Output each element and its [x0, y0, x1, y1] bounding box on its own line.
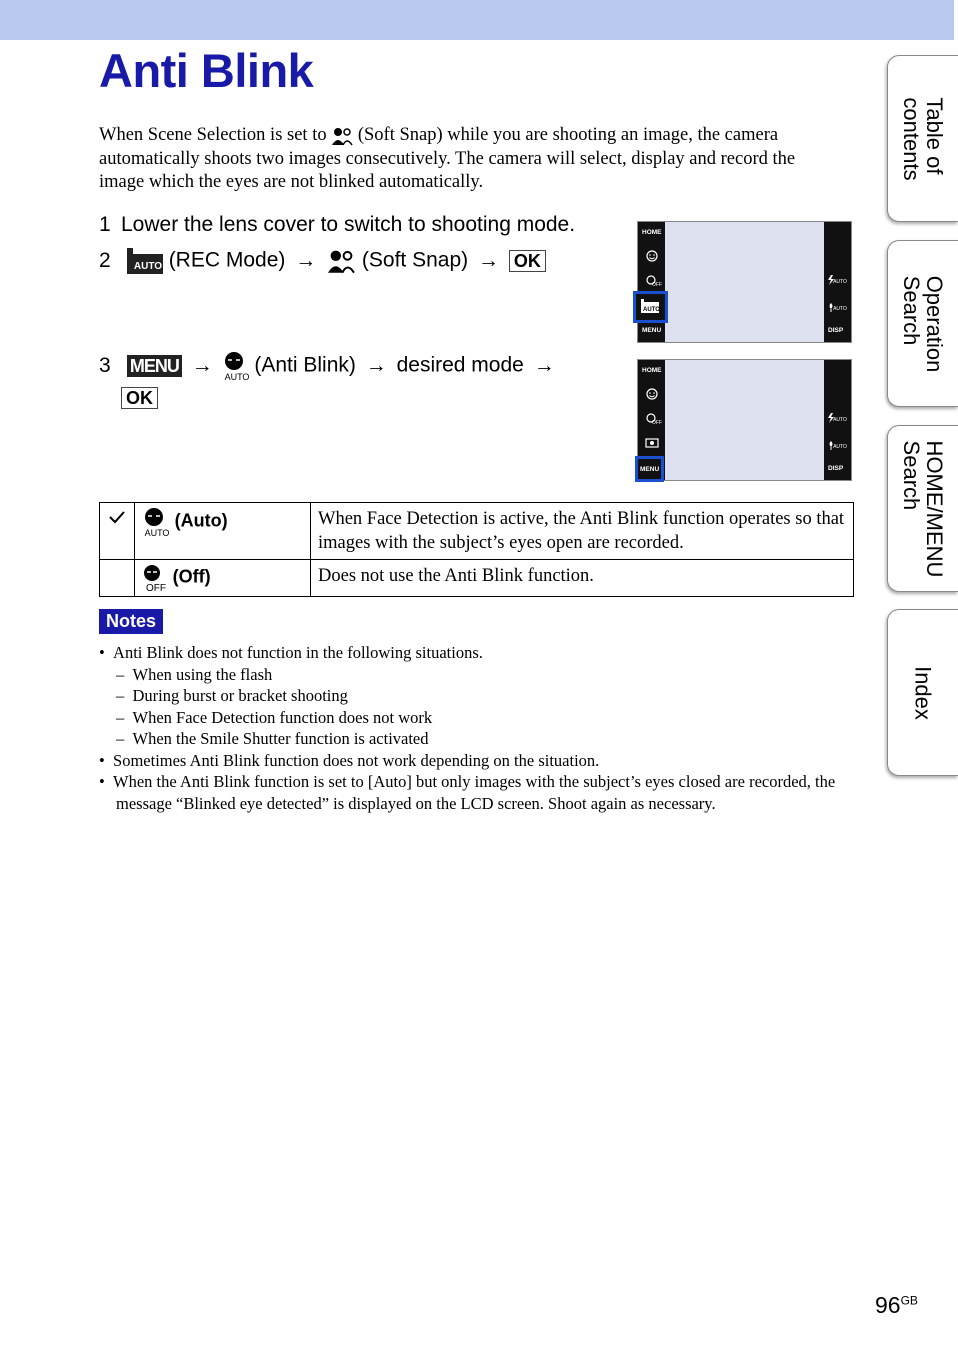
tab-table-of-contents[interactable] [887, 55, 958, 222]
self-timer-off-icon [646, 413, 660, 425]
intro-text-2: (Soft Snap) while you are shooting an image, the camera automatically shoots two images consecutively. The camera will select, display and record the image which the eyes are not blinked automatically. [99, 125, 796, 192]
menu-button-icon: MENU [127, 355, 182, 377]
arrow-icon: → [191, 353, 213, 377]
soft-snap-label: (Soft Snap) [361, 248, 469, 272]
list-item: – When the Smile Shutter function is activated [116, 729, 429, 748]
list-item: • Anti Blink does not function in the following situations. [99, 643, 483, 662]
soft-snap-icon [331, 126, 353, 146]
arrow-icon: → [533, 353, 555, 377]
list-item: – During burst or bracket shooting [116, 686, 348, 705]
step-1 [99, 213, 575, 237]
intro-text-1: When Scene Selection is set to [99, 125, 332, 145]
svg-text:AUTO: AUTO [224, 372, 249, 382]
step-number: 1 [99, 213, 111, 236]
mode-label: (Auto) [174, 510, 228, 531]
lcd-screen-menu [637, 359, 852, 481]
intro-paragraph [99, 124, 844, 195]
svg-text:AUTO: AUTO [133, 261, 162, 272]
checkmark-icon [109, 510, 125, 524]
tab-index[interactable] [887, 609, 958, 776]
ok-button-icon: OK [509, 250, 546, 272]
smile-icon [646, 388, 658, 400]
mode-table [99, 502, 854, 597]
svg-text:AUTO: AUTO [833, 306, 847, 312]
tab-label: Index [910, 665, 936, 720]
desired-mode-label: desired mode [396, 353, 524, 377]
self-timer-off-icon [646, 275, 660, 287]
tab-label: Operation Search [899, 275, 947, 372]
page-number-suffix: GB [900, 1293, 918, 1308]
anti-blink-off-icon [142, 564, 168, 592]
list-item: • Sometimes Anti Blink function does not work depending on the situation. [99, 750, 600, 770]
svg-text:AUTO: AUTO [833, 417, 847, 423]
anti-blink-auto-icon [142, 507, 170, 537]
step-3 [99, 351, 559, 381]
svg-text:AUTO: AUTO [833, 279, 847, 285]
lcd-menu-label: MENU [640, 466, 660, 473]
step-2 [99, 248, 546, 274]
notes-list [99, 642, 859, 814]
menu-highlight [635, 456, 664, 482]
default-cell [100, 503, 135, 560]
svg-text:AUTO: AUTO [144, 528, 170, 538]
smile-icon [646, 250, 658, 262]
step-number: 2 [99, 248, 111, 272]
camera-icon [646, 437, 658, 447]
header-bar [0, 0, 954, 40]
rec-mode-label: (REC Mode) [168, 248, 286, 272]
svg-text:OFF: OFF [146, 583, 166, 594]
anti-blink-label: (Anti Blink) [254, 353, 356, 377]
mode-cell [135, 560, 311, 597]
table-row [100, 560, 854, 597]
rec-mode-icon [127, 248, 163, 274]
rec-mode-icon [641, 299, 659, 313]
mode-description: Does not use the Anti Blink function. [311, 560, 854, 597]
svg-text:OFF: OFF [652, 282, 662, 288]
step-3-continued [99, 386, 158, 410]
page-number-value: 96 [875, 1292, 901, 1318]
flash-auto-icon [828, 275, 846, 285]
tab-label: HOME/MENU Search [899, 440, 947, 577]
svg-text:OFF: OFF [652, 420, 662, 426]
svg-text:AUTO: AUTO [643, 307, 660, 313]
lcd-home-label: HOME [642, 229, 662, 236]
arrow-icon: → [295, 248, 317, 272]
rec-mode-highlight [633, 291, 668, 323]
lcd-home-label: HOME [642, 367, 662, 374]
macro-auto-icon [828, 302, 846, 312]
table-row [100, 503, 854, 560]
step-text: Lower the lens cover to switch to shooting mode. [121, 213, 576, 236]
arrow-icon: → [365, 353, 387, 377]
ok-button-icon: OK [121, 387, 158, 409]
page-title: Anti Blink [99, 44, 314, 97]
list-item: – When Face Detection function does not work [116, 707, 433, 727]
notes-heading: Notes [99, 609, 163, 634]
tab-operation-search[interactable] [887, 240, 958, 407]
lcd-menu-label: MENU [642, 327, 662, 334]
tab-home-menu-search[interactable] [887, 425, 958, 592]
flash-auto-icon [828, 413, 846, 423]
lcd-disp-label: DISP [828, 465, 844, 472]
mode-label: (Off) [172, 566, 211, 587]
svg-text:AUTO: AUTO [833, 444, 847, 450]
default-cell [100, 560, 135, 597]
lcd-disp-label: DISP [828, 327, 844, 334]
list-item: – When using the flash [116, 664, 273, 684]
mode-description: When Face Detection is active, the Anti Blink function operates so that images with the subject’s eyes open are recorded. [311, 503, 854, 560]
page-number [875, 1292, 918, 1319]
step-number: 3 [99, 353, 111, 377]
lcd-screen-rec-mode [637, 221, 852, 343]
arrow-icon: → [478, 248, 499, 272]
list-item: • When the Anti Blink function is set to [Auto] but only images with the subject’s eyes closed are recorded, the message “Blinked eye detected” is displayed on the LCD screen. Shoot again as necessary. [99, 772, 836, 813]
soft-snap-icon [326, 248, 356, 274]
tab-label: Table of contents [899, 96, 947, 181]
anti-blink-auto-icon [223, 351, 249, 381]
macro-auto-icon [828, 440, 846, 450]
mode-cell [135, 503, 311, 560]
